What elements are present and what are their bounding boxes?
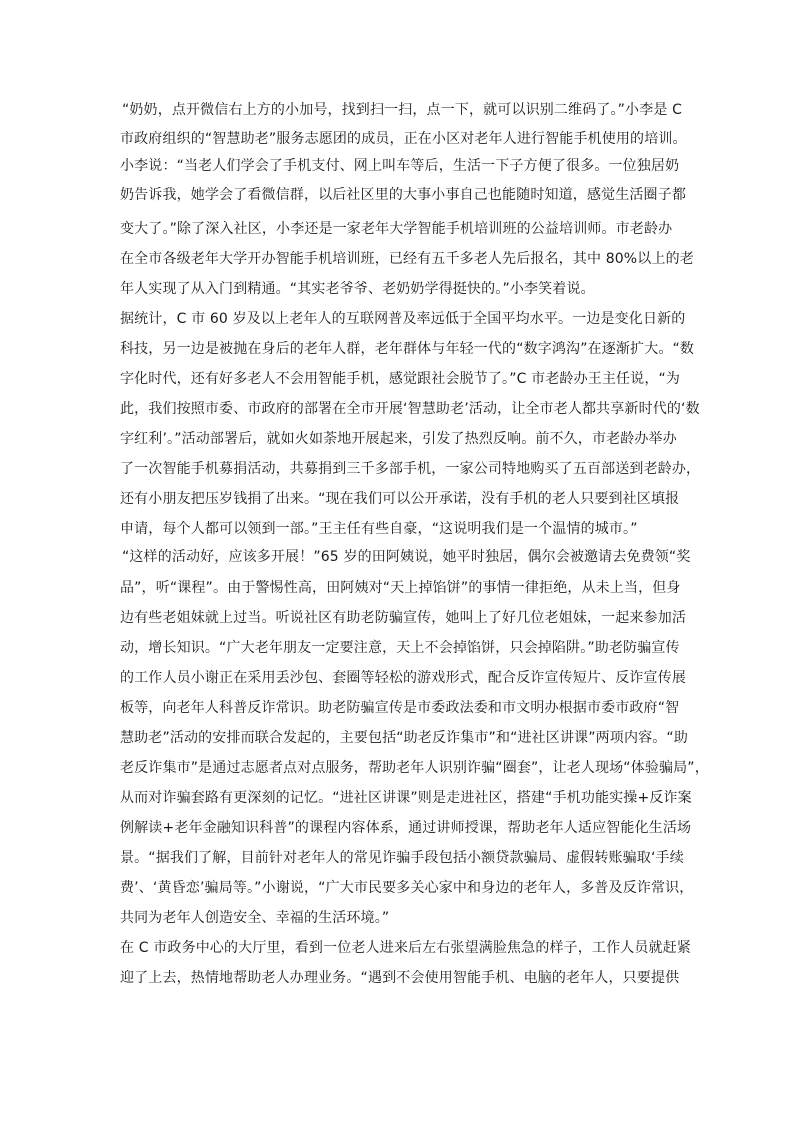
text-line: 从而对诈骗套路有更深刻的记忆。“进社区讲课”则是走进社区，搭建“手机功能实操+反诈案	[120, 790, 692, 806]
text-line: 字红利’。”活动部署后，就如火如荼地开展起来，引发了热烈反响。前不久，市老龄办举办	[120, 431, 677, 447]
text-line: 申请，每个人都可以领到一部。”王主任有些自豪，“这说明我们是一个温情的城市。”	[120, 521, 638, 537]
text-line: 品”，听“课程”。由于警惕性高，田阿姨对“天上掉馅饼”的事情一律拒绝，从未上当，但身	[120, 580, 681, 596]
text-line: 市政府组织的“智慧助老”服务志愿团的成员，正在小区对老年人进行智能手机使用的培训。	[120, 131, 687, 147]
text-line: 奶告诉我，她学会了看微信群，以后社区里的大事小事自己也能随时知道，感觉生活圈子都	[120, 187, 686, 203]
text-line: 字化时代，还有好多老人不会用智能手机，感觉跟社会脱节了。”C 市老龄办王主任说，“为	[120, 371, 681, 387]
text-line: 迎了上去，热情地帮助老人办理业务。“遇到不会使用智能手机、电脑的老年人，只要提供	[120, 970, 680, 986]
text-line: 变大了。”除了深入社区，小李还是一家老年大学智能手机培训班的公益培训师。市老龄办	[120, 221, 673, 237]
text-line: 景。“据我们了解，目前针对老年人的常见诈骗手段包括小额贷款骗局、虚假转账骗取‘手续	[120, 850, 684, 866]
text-line: 的工作人员小谢正在采用丢沙包、套圈等轻松的游戏形式，配合反诈宣传短片、反诈宣传展	[120, 670, 686, 686]
text-line: 此，我们按照市委、市政府的部署在全市开展‘智慧助老’活动，让全市老人都共享新时代的‘数	[120, 401, 700, 417]
text-line: “奶奶，点开微信右上方的小加号，找到扫一扫，点一下，就可以识别二维码了。”小李是 C	[122, 102, 683, 118]
text-line: 慧助老”活动的安排而联合发起的，主要包括“助老反诈集市”和“进社区讲课”两项内容。“助	[120, 730, 688, 746]
text-line: 据统计，C 市 60 岁及以上老年人的互联网普及率远低于全国平均水平。一边是变化日新的	[120, 311, 686, 327]
text-line: 了一次智能手机募捐活动，共募捐到三千多部手机，一家公司特地购买了五百部送到老龄办，	[120, 461, 701, 477]
text-line: “这样的活动好，应该多开展！”65 岁的田阿姨说，她平时独居，偶尔会被邀请去免费领“奖	[122, 549, 691, 565]
text-line: 年人实现了从入门到精通。“其实老爷爷、老奶奶学得挺快的。”小李笑着说。	[120, 281, 595, 297]
text-line: 动，增长知识。“广大老年朋友一定要注意，天上不会掉馅饼，只会掉陷阱。”助老防骗宣传	[120, 640, 680, 656]
text-line: 板等，向老年人科普反诈常识。助老防骗宣传是市委政法委和市文明办根据市委市政府“智	[120, 700, 680, 716]
text-line: 边有些老姐妹就上过当。听说社区有助老防骗宣传，她叫上了好几位老姐妹，一起来参加活	[120, 610, 686, 626]
text-line: 科技，另一边是被抛在身后的老年人群，老年群体与年轻一代的“数字鸿沟”在逐渐扩大。“数	[120, 341, 695, 357]
text-line: 在 C 市政务中心的大厅里，看到一位老人进来后左右张望满脸焦急的样子，工作人员就赶紧	[120, 940, 691, 956]
text-line: 小李说：“当老人们学会了手机支付、网上叫车等后，生活一下子方便了很多。一位独居奶	[120, 158, 680, 174]
text-line: 老反诈集市”是通过志愿者点对点服务，帮助老年人识别诈骗“圈套”，让老人现场“体验骗局”，	[120, 760, 709, 776]
text-line: 例解读+老年金融知识科普”的课程内容体系，通过讲师授课，帮助老年人适应智能化生活场	[120, 820, 692, 836]
text-line: 费’、‘黄昏恋’骗局等。”小谢说，“广大市民要多关心家中和身边的老年人，多普及反诈常识，	[120, 880, 694, 896]
text-line: 还有小朋友把压岁钱捐了出来。“现在我们可以公开承诺，没有手机的老人只要到社区填报	[120, 491, 680, 507]
text-line: 在全市各级老年大学开办智能手机培训班，已经有五千多老人先后报名，其中 80%以上的老	[120, 251, 694, 267]
text-line: 共同为老年人创造安全、幸福的生活环境。”	[120, 910, 390, 926]
